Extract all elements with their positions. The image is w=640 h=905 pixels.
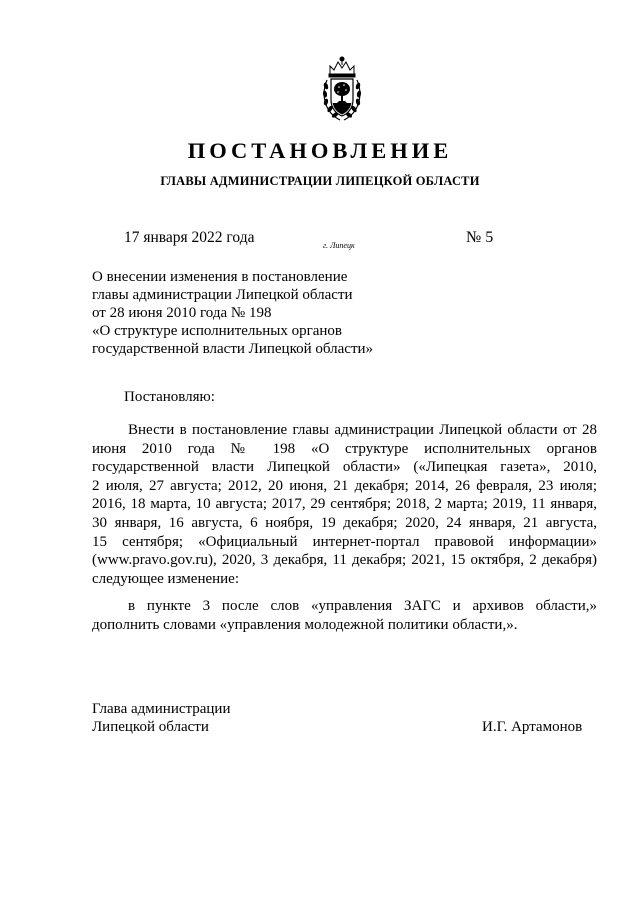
heading-line: главы администрации Липецкой области: [92, 287, 353, 303]
heading-line: от 28 июня 2010 года № 198: [92, 305, 272, 321]
body-line: государственной власти Липецкой области» («Липецкая газета», 2010,: [92, 459, 597, 476]
document-heading: [92, 268, 432, 358]
signatory-position-line: Глава администрации: [92, 701, 231, 717]
document-title: ПОСТАНОВЛЕНИЕ: [187, 138, 453, 163]
signatory-position-line: Липецкой области: [92, 719, 209, 736]
heading-line: «О структуре исполнительных органов: [92, 323, 343, 339]
heading-line: О внесении изменения в постановление: [92, 269, 348, 285]
change-line: в пункте 3 после слов «управления ЗАГС и архивов области,»: [128, 598, 597, 614]
body-line: Внести в постановление главы администрации Липецкой области от 28: [128, 422, 597, 438]
document-date: 17 января 2022 года: [124, 229, 255, 246]
body-line: (www.pravo.gov.ru), 2020, 3 декабря, 11 декабря; 2021, 15 октября, 2 декабря): [92, 552, 597, 569]
change-paragraph: [92, 597, 597, 634]
change-line: дополнить словами «управления молодежной политики области,».: [92, 616, 518, 633]
body-line: июня 2010 года № 198 «О структуре исполнительных органов: [92, 440, 597, 457]
heading-line: государственной власти Липецкой области»: [92, 341, 374, 357]
resolve-label: Постановляю:: [124, 389, 215, 405]
body-line: следующее изменение:: [92, 570, 240, 587]
body-line: 2 июля, 27 августа; 2012, 20 июня, 21 декабря; 2014, 26 февраля, 23 июля;: [92, 477, 597, 494]
document-number: № 5: [466, 229, 494, 246]
body-paragraph: [92, 421, 597, 588]
document-subtitle: ГЛАВЫ АДМИНИСТРАЦИИ ЛИПЕЦКОЙ ОБЛАСТИ: [160, 174, 480, 188]
coat-of-arms-icon: [322, 54, 362, 124]
document-city: г. Липецк: [323, 241, 355, 250]
body-line: 30 января, 16 августа, 6 ноября, 19 декабря; 2020, 24 января, 21 августа,: [92, 514, 597, 531]
body-line: 15 сентября; «Официальный интернет-портал правовой информации»: [92, 533, 597, 550]
signatory-name: И.Г. Артамонов: [482, 719, 583, 735]
body-line: 2016, 18 марта, 10 августа; 2017, 29 сентября; 2018, 2 марта; 2019, 11 января,: [92, 496, 597, 513]
signatory-position: [92, 700, 230, 737]
